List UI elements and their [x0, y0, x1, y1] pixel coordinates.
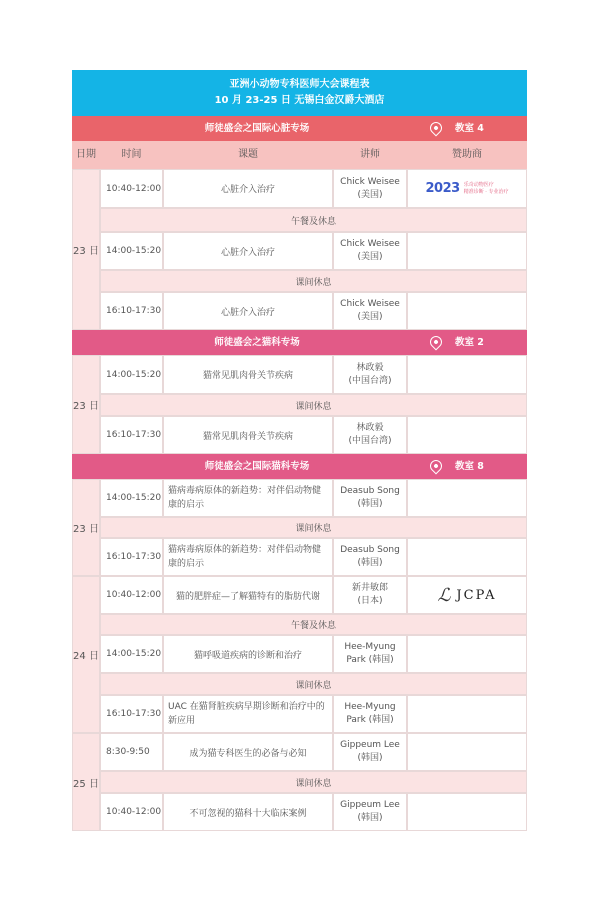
topic-cell: 猫呼吸道疾病的诊断和治疗 — [163, 635, 333, 673]
sponsor-cell — [407, 733, 527, 771]
topic-cell: 猫的肥胖症—了解猫特有的脂肪代谢 — [163, 576, 333, 614]
section-international-cat — [72, 454, 527, 479]
speaker-name: Gippeum Lee — [340, 800, 400, 810]
lunch-break-row: 午餐及休息 — [100, 614, 527, 635]
day-cell: 25 日 — [72, 733, 100, 831]
sponsor-cell — [407, 695, 527, 733]
speaker-cell — [333, 416, 407, 454]
speaker-country: (美国) — [357, 312, 383, 322]
interval-break-row: 课间休息 — [100, 673, 527, 695]
time-cell: 16:10-17:30 — [100, 416, 163, 454]
speaker-cell — [333, 292, 407, 330]
day-cell: 23 日 — [72, 479, 100, 576]
day-cell: 23 日 — [72, 169, 100, 330]
speaker-cell — [333, 733, 407, 771]
sponsor-cell — [407, 793, 527, 831]
speaker-country: (韩国) — [357, 558, 383, 568]
topic-cell: 猫常见肌肉骨关节疾病 — [163, 416, 333, 454]
section-title: 师徒盛会之猫科专场 — [214, 337, 300, 348]
time-cell: 8:30-9:50 — [100, 733, 163, 771]
speaker-name: 林政毅 — [356, 362, 384, 373]
day-cell: 24 日 — [72, 576, 100, 733]
sponsor-cell — [407, 169, 527, 208]
sponsor-cell — [407, 355, 527, 394]
speaker-country: (美国) — [357, 252, 383, 262]
speaker-cell — [333, 169, 407, 208]
topic-cell: 猫病毒病原体的新趋势：对伴侣动物健康的启示 — [163, 479, 333, 517]
speaker-name: Hee-Myung — [344, 702, 396, 712]
schedule-date-venue: 10 月 23-25 日 无锡白金汉爵大酒店 — [214, 95, 385, 106]
day-cell: 23 日 — [72, 355, 100, 454]
speaker-name: Deasub Song — [340, 486, 400, 496]
logo-text-2: 精准诊断 · 专业治疗 — [463, 188, 509, 195]
speaker-name: Deasub Song — [340, 545, 400, 555]
time-cell: 14:00-15:20 — [100, 355, 163, 394]
schedule-header — [72, 70, 527, 116]
section-room: 教室 2 — [455, 337, 484, 348]
topic-cell: UAC 在猫肾脏疾病早期诊断和治疗中的新应用 — [163, 695, 333, 733]
speaker-name: Chick Weisee — [340, 239, 400, 249]
section-room: 教室 4 — [455, 123, 484, 134]
sponsor-cell — [407, 576, 527, 614]
speaker-name: Gippeum Lee — [340, 740, 400, 750]
speaker-country: Park (韩国) — [346, 655, 394, 665]
sponsor-logo-2023 — [426, 181, 509, 196]
sponsor-cell — [407, 479, 527, 517]
speaker-name: Hee-Myung — [344, 642, 396, 652]
topic-cell: 猫病毒病原体的新趋势：对伴侣动物健康的启示 — [163, 538, 333, 576]
logo-text — [464, 182, 509, 196]
time-cell: 16:10-17:30 — [100, 538, 163, 576]
section-title: 师徒盛会之国际猫科专场 — [204, 461, 310, 472]
topic-cell: 心脏介入治疗 — [163, 169, 333, 208]
speaker-name: 新井敏郎 — [351, 583, 388, 593]
time-cell: 10:40-12:00 — [100, 793, 163, 831]
speaker-country: (韩国) — [357, 813, 383, 823]
col-topic: 课题 — [238, 149, 258, 160]
speaker-cell — [333, 232, 407, 270]
jcpa-emblem-icon: ℒ — [437, 584, 451, 606]
topic-cell: 不可忽视的猫科十大临床案例 — [163, 793, 333, 831]
column-header-row — [72, 141, 527, 169]
time-cell: 14:00-15:20 — [100, 232, 163, 270]
interval-break-row: 课间休息 — [100, 394, 527, 416]
interval-break-row: 课间休息 — [100, 270, 527, 292]
speaker-country: (韩国) — [357, 753, 383, 763]
time-cell: 14:00-15:20 — [100, 479, 163, 517]
logo-text-1: 乐奇动物医疗 — [463, 181, 494, 188]
speaker-country: Park (韩国) — [346, 715, 394, 725]
lunch-break-row: 午餐及休息 — [100, 208, 527, 232]
sponsor-logo-jcpa — [437, 585, 496, 606]
speaker-name: Chick Weisee — [340, 299, 400, 309]
schedule-sheet — [72, 70, 527, 831]
speaker-country: (美国) — [357, 189, 383, 200]
speaker-country: (中国台湾) — [348, 375, 392, 386]
speaker-cell — [333, 355, 407, 394]
speaker-cell — [333, 479, 407, 517]
speaker-cell — [333, 695, 407, 733]
section-heart — [72, 116, 527, 141]
speaker-country: (日本) — [357, 596, 383, 606]
col-sponsor: 赞助商 — [452, 149, 482, 160]
section-cat — [72, 330, 527, 355]
topic-cell: 成为猫专科医生的必备与必知 — [163, 733, 333, 771]
speaker-cell — [333, 576, 407, 614]
topic-cell: 心脏介入治疗 — [163, 232, 333, 270]
sponsor-cell — [407, 416, 527, 454]
col-speaker: 讲师 — [360, 149, 380, 160]
speaker-name: 林政毅 — [356, 423, 384, 433]
schedule-title: 亚洲小动物专科医师大会课程表 — [229, 79, 370, 90]
time-cell: 16:10-17:30 — [100, 695, 163, 733]
speaker-cell — [333, 635, 407, 673]
sponsor-cell — [407, 538, 527, 576]
time-cell: 16:10-17:30 — [100, 292, 163, 330]
interval-break-row: 课间休息 — [100, 771, 527, 793]
topic-cell: 心脏介入治疗 — [163, 292, 333, 330]
interval-break-row: 课间休息 — [100, 517, 527, 538]
jcpa-logo-text: JCPA — [456, 587, 497, 603]
speaker-country: (韩国) — [357, 499, 383, 509]
sponsor-cell — [407, 635, 527, 673]
sponsor-cell — [407, 292, 527, 330]
speaker-name: Chick Weisee — [340, 176, 400, 187]
col-time: 时间 — [121, 149, 142, 160]
time-cell: 10:40-12:00 — [100, 576, 163, 614]
section-title: 师徒盛会之国际心脏专场 — [204, 123, 310, 134]
topic-cell: 猫常见肌肉骨关节疾病 — [163, 355, 333, 394]
section-room: 教室 8 — [455, 461, 484, 472]
speaker-cell — [333, 793, 407, 831]
sponsor-cell — [407, 232, 527, 270]
logo-year: 2023 — [425, 181, 460, 196]
col-date: 日期 — [76, 149, 96, 160]
time-cell: 10:40-12:00 — [100, 169, 163, 208]
speaker-cell — [333, 538, 407, 576]
time-cell: 14:00-15:20 — [100, 635, 163, 673]
speaker-country: (中国台湾) — [348, 436, 392, 446]
